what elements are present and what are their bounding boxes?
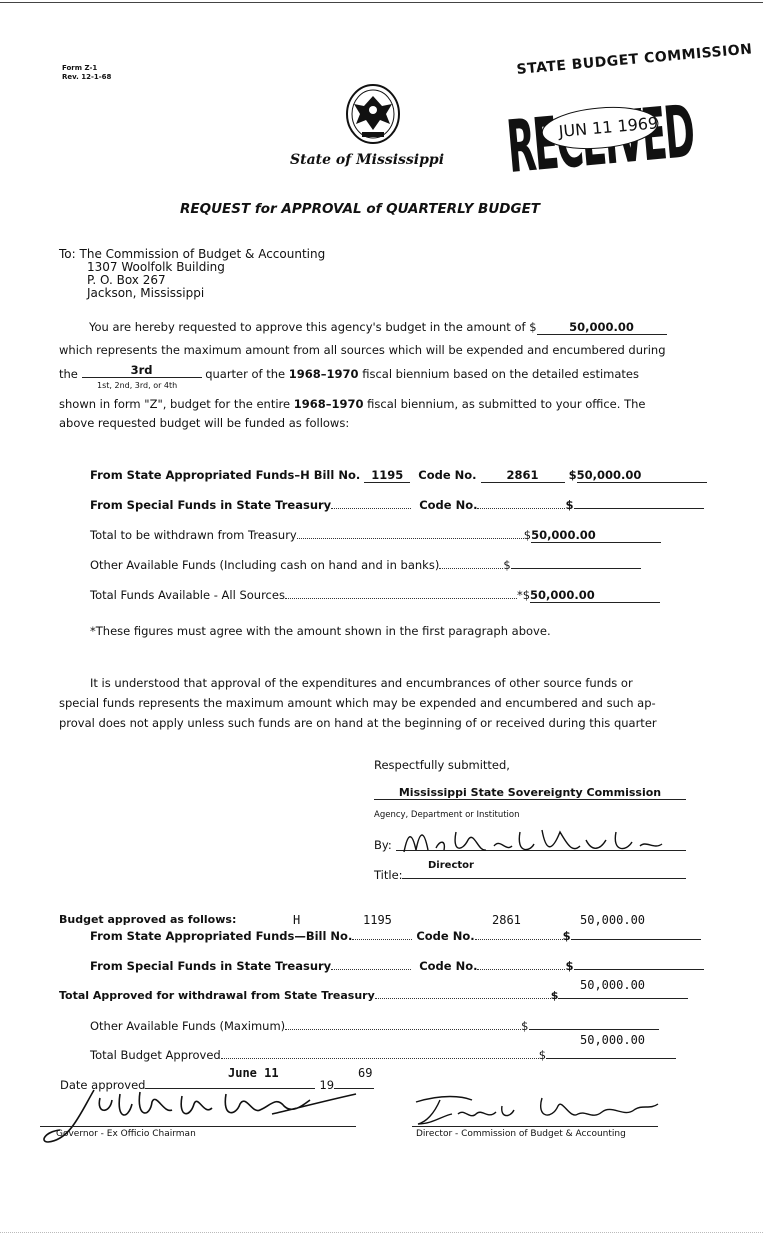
dollar-sign: $	[523, 528, 532, 542]
approval-heading: Budget approved as follows:	[59, 913, 237, 926]
leader-dots	[439, 567, 503, 569]
agency-label: Agency, Department or Institution	[374, 810, 520, 820]
row-label: Total Funds Available - All Sources	[90, 588, 285, 602]
request-text: fiscal biennium, as submitted to your office. The	[363, 397, 646, 411]
dollar-sign: $	[565, 959, 574, 973]
top-edge-rule	[0, 2, 763, 3]
leader-dots	[477, 968, 565, 970]
funds-row-state-appropriated	[90, 468, 707, 483]
request-line-5: above requested budget will be funded as follows:	[59, 416, 350, 430]
amount-field	[574, 969, 704, 970]
request-text: shown in form "Z", budget for the entire	[59, 397, 294, 411]
stamp-title: STATE BUDGET COMMISSION	[516, 41, 754, 78]
requested-amount-field	[537, 320, 667, 335]
amount-field	[571, 939, 701, 940]
requested-amount: 50,000.00	[569, 320, 634, 334]
governor-signature-line	[40, 1126, 356, 1127]
form-code: Form Z-1	[62, 64, 98, 72]
understanding-line-1: It is understood that approval of the expenditures and encumbrances of other source funds or	[90, 676, 633, 690]
amount-field	[546, 1058, 676, 1059]
bill-label: Bill No.	[313, 468, 361, 482]
row-label: From Special Funds in State Treasury	[90, 498, 332, 512]
code-number: 2861	[506, 468, 539, 482]
dollar-sign: $	[550, 989, 559, 1002]
leader-dots	[375, 997, 551, 999]
dollar-sign: $	[522, 588, 531, 602]
leader-dots	[285, 597, 517, 599]
bottom-dotted-rule	[0, 1232, 763, 1233]
approved-code: 2861	[492, 913, 521, 927]
amount-value: 50,000.00	[531, 528, 596, 542]
governor-label: Governor - Ex Officio Chairman	[56, 1129, 196, 1139]
bill-prefix: H	[300, 468, 310, 482]
director-signature-icon	[396, 822, 666, 862]
bill-field	[364, 468, 410, 483]
row-label: From State Appropriated Funds—Bill No.	[90, 929, 353, 943]
approved-amount-1: 50,000.00	[580, 913, 646, 927]
request-line-3	[59, 363, 639, 382]
biennium: 1968–1970	[293, 397, 364, 411]
title-field	[402, 860, 686, 879]
dollar-sign: $	[521, 1019, 529, 1033]
footnote: *These figures must agree with the amount shown in the first paragraph above.	[90, 624, 551, 638]
funds-row-other	[90, 558, 641, 572]
dollar-sign: $	[538, 1048, 547, 1062]
approved-bill-prefix: H	[293, 913, 301, 927]
dollar-sign: $	[503, 558, 511, 572]
code-label: Code No.	[419, 959, 478, 973]
title-value: Director	[428, 860, 474, 871]
agency-field	[374, 786, 686, 800]
row-label: Total to be withdrawn from Treasury	[90, 528, 297, 542]
leader-dots	[285, 1028, 521, 1030]
request-line-2: which represents the maximum amount from all sources which will be expended and encumbered during	[59, 343, 666, 357]
address-block	[59, 248, 325, 300]
code-label: Code No.	[419, 498, 478, 512]
approved-amount-5: 50,000.00	[580, 1033, 646, 1047]
stamp-date: JUN 11 1969	[558, 113, 659, 141]
row-label: Total Budget Approved	[90, 1048, 221, 1062]
amount-field	[511, 568, 641, 569]
address-line: Jackson, Mississippi	[87, 286, 205, 300]
to-label: To:	[59, 247, 76, 261]
row-label: From State Appropriated Funds–	[90, 468, 301, 482]
request-text: the	[59, 367, 78, 381]
code-label: Code No.	[416, 929, 475, 943]
amount-value: 50,000.00	[530, 588, 595, 602]
form-heading: REQUEST for APPROVAL of QUARTERLY BUDGET	[180, 201, 541, 217]
leader-dots	[331, 507, 411, 509]
approval-row-state-appropriated	[90, 929, 701, 943]
address-line: P. O. Box 267	[87, 273, 166, 287]
leader-dots	[477, 507, 565, 509]
asterisk: *	[516, 588, 523, 602]
address-line: The Commission of Budget & Accounting	[79, 247, 326, 261]
funds-row-special	[90, 498, 704, 512]
title-label: Title:	[374, 868, 403, 882]
by-label: By:	[374, 838, 392, 852]
amount-field	[530, 588, 660, 603]
approval-row-other	[90, 1019, 659, 1033]
row-label: Total Approved for withdrawal from State Treasury	[59, 989, 375, 1002]
approved-bill: 1195	[363, 913, 392, 927]
code-label: Code No.	[418, 468, 477, 482]
request-text: fiscal biennium based on the detailed estimates	[358, 367, 639, 381]
leader-dots	[297, 537, 524, 539]
row-label: Other Available Funds (Maximum)	[90, 1019, 286, 1033]
row-label: Other Available Funds (Including cash on hand and in banks)	[90, 558, 440, 572]
dollar-sign: $	[565, 498, 574, 512]
understanding-line-3: proval does not apply unless such funds are on hand at the beginning of or received during this quarter	[59, 716, 657, 730]
funds-row-total-available	[90, 588, 660, 603]
understanding-line-2: special funds represents the maximum amount which may be expended and encumbered and such ap-	[59, 696, 656, 710]
request-line-4	[59, 397, 645, 411]
approved-amount-3: 50,000.00	[580, 978, 646, 992]
funds-row-total-withdrawn	[90, 528, 661, 543]
form-number	[62, 64, 111, 82]
leader-dots	[331, 968, 411, 970]
approval-date: June 11	[228, 1066, 279, 1080]
leader-dots	[221, 1057, 539, 1059]
quarter-field	[82, 363, 202, 378]
agency-name: Mississippi State Sovereignty Commission	[398, 786, 662, 799]
state-seal-icon	[344, 82, 402, 146]
amount-field	[529, 1029, 659, 1030]
amount-field	[577, 468, 707, 483]
dollar-sign: $	[562, 929, 571, 943]
state-title: State of Mississippi	[290, 152, 445, 168]
leader-dots	[352, 938, 412, 940]
dollar-sign: $	[568, 468, 577, 482]
quarter-hint: 1st, 2nd, 3rd, or 4th	[97, 381, 178, 390]
year-prefix: 19	[319, 1078, 335, 1092]
amount-value: 50,000.00	[576, 468, 642, 482]
amount-field	[558, 998, 688, 999]
budget-director-label: Director - Commission of Budget & Accounting	[416, 1129, 626, 1139]
approval-year: 69	[358, 1066, 373, 1080]
request-text: quarter of the	[205, 367, 289, 381]
amount-field	[574, 508, 704, 509]
row-label: From Special Funds in State Treasury	[90, 959, 332, 973]
request-line-1	[89, 320, 667, 335]
respectfully-submitted: Respectfully submitted,	[374, 758, 510, 772]
approval-row-total-budget	[90, 1048, 676, 1062]
amount-field	[531, 528, 661, 543]
approval-row-total-approved	[59, 989, 688, 1002]
budget-director-signature-line	[412, 1126, 658, 1127]
bill-number: 1195	[371, 468, 404, 482]
quarter-value: 3rd	[130, 363, 153, 377]
date-label: Date approved	[60, 1078, 146, 1092]
address-line: 1307 Woolfolk Building	[87, 260, 225, 274]
request-text: You are hereby requested to approve this agency's budget in the amount of $	[89, 320, 537, 334]
code-field	[481, 468, 565, 483]
form-revision: Rev. 12-1-68	[62, 73, 112, 81]
biennium: 1968–1970	[288, 367, 359, 381]
approval-row-special	[90, 959, 704, 973]
governor-signature-icon	[40, 1084, 360, 1150]
leader-dots	[475, 938, 563, 940]
